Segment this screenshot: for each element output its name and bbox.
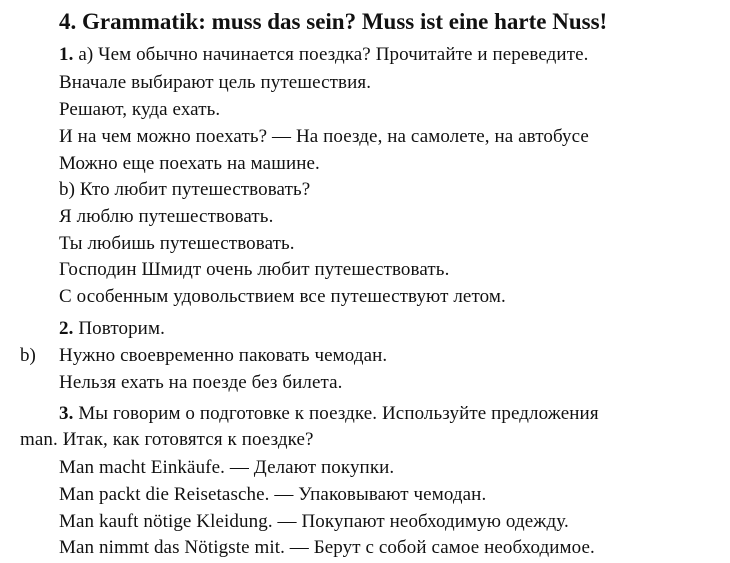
task1-part-b-line-2: Ты любишь путешествовать. xyxy=(59,233,295,254)
task2-number: 2. xyxy=(59,318,74,339)
task1-part-b-line-1: Я люблю путешествовать. xyxy=(59,206,274,227)
task2-line-1: Нужно своевременно паковать чемодан. xyxy=(59,345,388,366)
task1-part-b-line-4: С особенным удовольствием все путешествуют летом. xyxy=(59,286,506,307)
task3-number: 3. xyxy=(59,403,74,424)
task1-line-1: Вначале выбирают цель путешествия. xyxy=(59,72,372,93)
section-title: 4. Grammatik: muss das sein? Muss ist eine harte Nuss! xyxy=(59,9,608,34)
task2-intro: Повторим. xyxy=(78,318,165,339)
task3-intro: Мы говорим о подготовке к поездке. Используйте предложения xyxy=(78,403,599,424)
task1-line-2: Решают, куда ехать. xyxy=(59,99,221,120)
task3-line-1: Man macht Einkäufe. — Делают покупки. xyxy=(59,457,395,478)
task1-number: 1. xyxy=(59,44,74,65)
task2-b-label: b) xyxy=(20,345,36,366)
task1-part-b-line-3: Господин Шмидт очень любит путешествовать. xyxy=(59,259,450,280)
task2-line-2: Нельзя ехать на поезде без билета. xyxy=(59,372,343,393)
task1-line-4: Можно еще поехать на машине. xyxy=(59,153,320,174)
task3-line-4: Man nimmt das Nötigste mit. — Берут с собой самое необходимое. xyxy=(59,537,595,558)
task1-part-b-intro: b) Кто любит путешествовать? xyxy=(59,179,311,200)
task2-intro-line xyxy=(59,318,165,340)
task3-intro-line xyxy=(59,403,599,425)
task3-line-2: Man packt die Reisetasche. — Упаковывают чемодан. xyxy=(59,484,487,505)
task1-intro: а) Чем обычно начинается поездка? Прочитайте и переведите. xyxy=(78,44,589,65)
task3-intro-continuation: man. Итак, как готовятся к поездке? xyxy=(20,429,314,450)
task1-line-3: И на чем можно поехать? — На поезде, на самолете, на автобусе xyxy=(59,126,589,147)
task1-intro-line xyxy=(59,44,588,66)
task3-line-3: Man kauft nötige Kleidung. — Покупают необходимую одежду. xyxy=(59,511,569,532)
